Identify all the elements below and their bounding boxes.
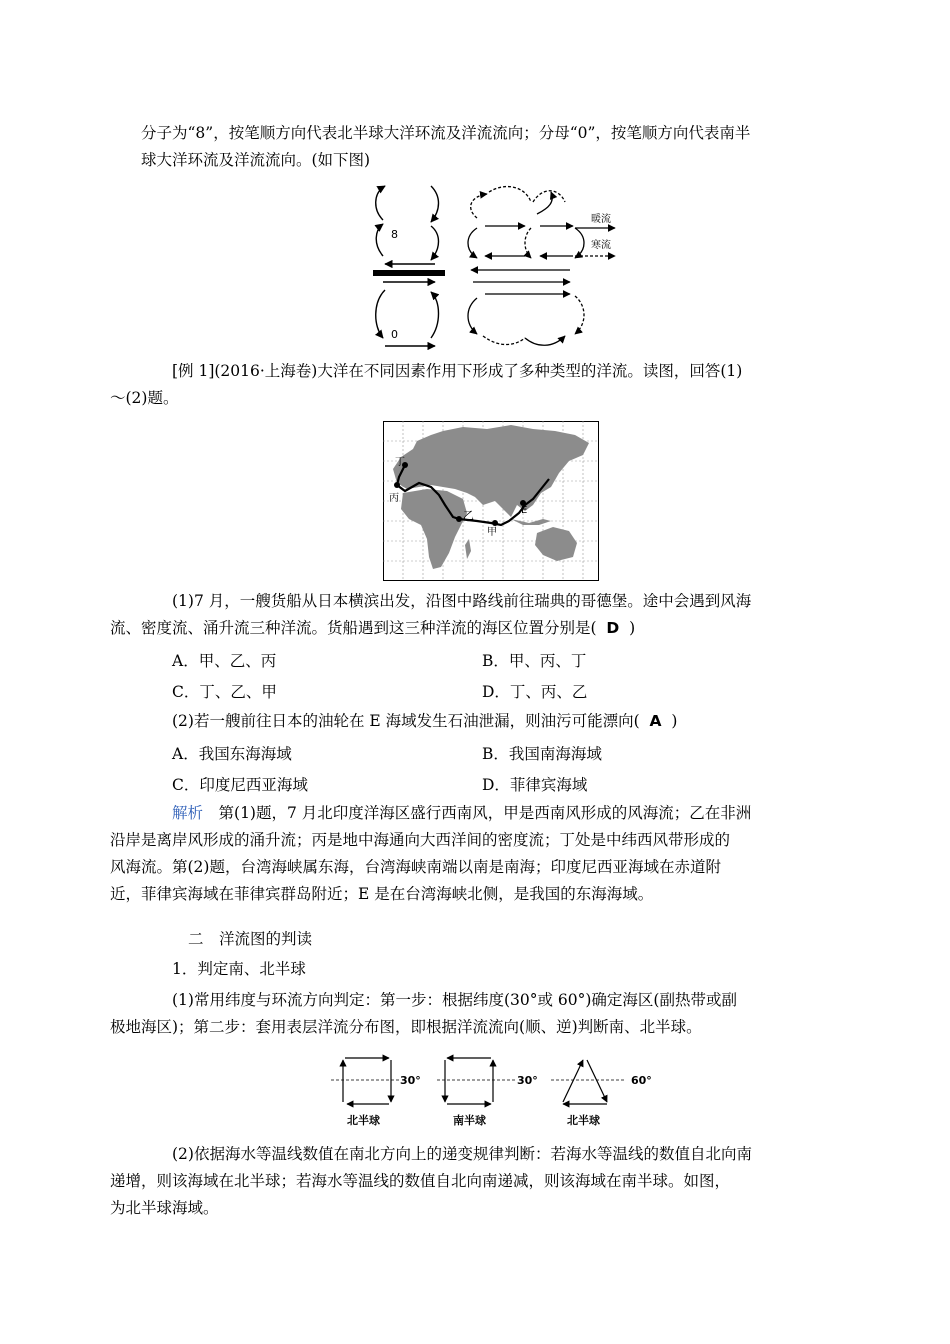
q2-line-1: (2)若一艘前往日本的油轮在 E 海域发生石油泄漏，则油污可能漂向( <box>172 712 640 730</box>
intro-paragraph <box>141 120 811 174</box>
subsection-heading: 1．判定南、北半球 <box>172 960 306 978</box>
q1-line-1: (1)7 月，一艘货船从日本横滨出发，沿图中路线前往瑞典的哥德堡。途中会遇到风海 <box>172 592 752 610</box>
p2-line-3: 为北半球海域。 <box>110 1199 219 1217</box>
example-paragraph <box>110 358 811 412</box>
p2-line-1: (2)依据海水等温线数值在南北方向上的递变规律判断：若海水等温线的数值自北向南 <box>172 1145 752 1163</box>
label-0: 0 <box>391 328 398 341</box>
question-2 <box>141 708 811 735</box>
analysis-line-3: 风海流。第(2)题，台湾海峡属东海，台湾海峡南端以南是南海；印度尼西亚海域在赤道附 <box>110 858 721 876</box>
q2-option-d: D．菲律宾海域 <box>482 776 588 794</box>
label-ding: 丁 <box>395 457 405 468</box>
q1-close-paren: ) <box>629 619 636 637</box>
q1-line-2: 流、密度流、涌升流三种洋流。货船遇到这三种洋流的海区位置分别是( <box>110 619 597 637</box>
question-1 <box>110 588 811 642</box>
q1-option-c: C．丁、乙、甲 <box>172 683 277 701</box>
caption-3: 北半球 <box>567 1114 600 1127</box>
caption-2: 南半球 <box>453 1114 486 1127</box>
world-route-map <box>383 421 599 581</box>
q1-option-a: A．甲、乙、丙 <box>172 652 277 670</box>
analysis-paragraph <box>110 800 811 908</box>
q1-option-d: D．丁、丙、乙 <box>482 683 588 701</box>
section-p1-line-2: 极地海区)；第二步：套用表层洋流分布图，即根据洋流流向(顺、逆)判断南、北半球。 <box>110 1018 702 1036</box>
q1-answer: D <box>606 619 620 637</box>
label-bing: 丙 <box>389 493 399 504</box>
label-8: 8 <box>391 228 398 241</box>
circulation-mnemonic-figure <box>365 178 625 350</box>
section-heading: 二 洋流图的判读 <box>188 930 313 948</box>
q2-close-paren: ) <box>671 712 678 730</box>
intro-line-1: 分子为“8”，按笔顺方向代表北半球大洋环流及洋流流向；分母“0”，按笔顺方向代表南半 <box>141 124 751 142</box>
example-line-2: ～(2)题。 <box>110 389 179 407</box>
analysis-line-2: 沿岸是离岸风形成的涌升流；丙是地中海通向大西洋间的密度流；丁处是中纬西风带形成的 <box>110 831 731 849</box>
q2-option-c: C．印度尼西亚海域 <box>172 776 308 794</box>
q2-option-a: A．我国东海海域 <box>172 745 292 763</box>
equator-bar <box>373 270 445 276</box>
analysis-line-4: 近，菲律宾海域在菲律宾群岛附近；E 是在台湾海峡北侧，是我国的东海海域。 <box>110 885 654 903</box>
label-e: E <box>521 505 528 516</box>
q2-option-b: B．我国南海海域 <box>482 745 602 763</box>
lat-label-2: 30° <box>517 1074 538 1087</box>
lat-label-3: 60° <box>631 1074 652 1087</box>
section-p1-line-1: (1)常用纬度与环流方向判定：第一步：根据纬度(30°或 60°)确定海区(副热带或副 <box>172 991 737 1009</box>
lat-label-1: 30° <box>400 1074 421 1087</box>
legend-cold-label: 寒流 <box>591 240 611 251</box>
paragraph-2 <box>110 1141 811 1222</box>
legend-warm-label: 暖流 <box>591 214 611 225</box>
analysis-line-1: 第(1)题，7 月北印度洋海区盛行西南风，甲是西南风形成的风海流；乙在非洲 <box>203 804 752 822</box>
section-paragraph-1 <box>110 987 811 1041</box>
analysis-tag: 解析 <box>172 804 204 822</box>
intro-line-2: 球大洋环流及洋流流向。(如下图) <box>141 151 371 169</box>
caption-1: 北半球 <box>347 1114 380 1127</box>
label-jia: 甲 <box>487 527 497 538</box>
hemisphere-figure <box>325 1052 670 1130</box>
q2-answer: A <box>649 712 662 730</box>
q1-option-b: B．甲、丙、丁 <box>482 652 587 670</box>
example-line-1: [例 1](2016·上海卷)大洋在不同因素作用下形成了多种类型的洋流。读图，回答(1) <box>172 362 743 380</box>
p2-line-2: 递增，则该海域在北半球；若海水等温线的数值自北向南递减，则该海域在南半球。如图， <box>110 1172 731 1190</box>
label-yi: 乙 <box>463 509 474 522</box>
